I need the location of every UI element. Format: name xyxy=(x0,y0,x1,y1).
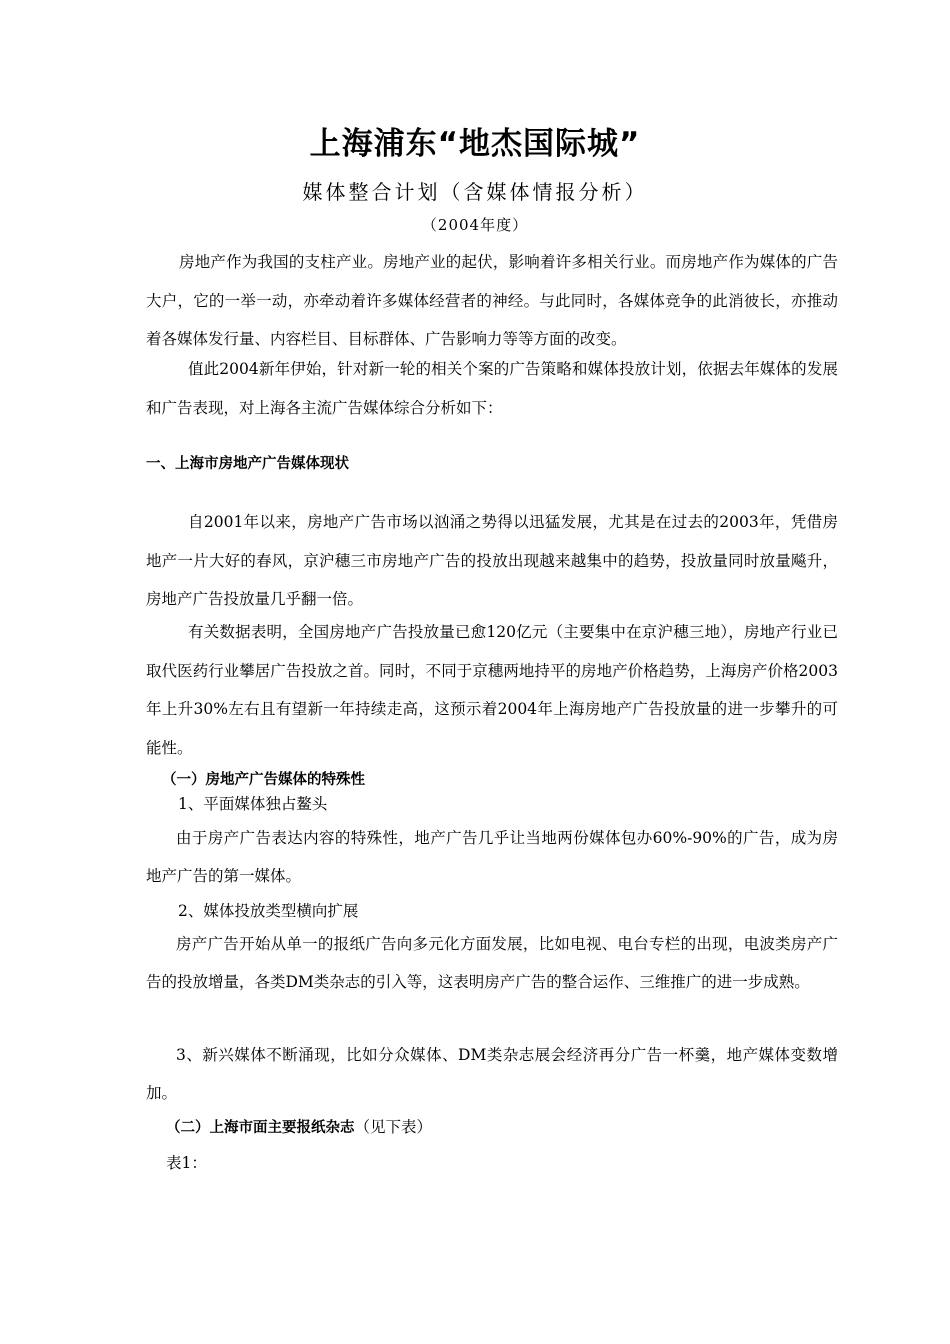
document-year: （2004年度） xyxy=(421,216,529,234)
document-title: 上海浦东“地杰国际城” xyxy=(309,126,641,162)
section-1-heading: 一、上海市房地产广告媒体现状 xyxy=(146,456,349,472)
item-1-text: 由于房产广告表达内容的特殊性，地产广告几乎让当地两份媒体包办60%-90%的广告，成为房地产广告的第一媒体。 xyxy=(146,829,838,885)
section-1-paragraph-2: 有关数据表明，全国房地产广告投放量已愈120亿元（主要集中在京沪穗三地），房地产行业已取代医药行业攀居广告投放之首。同时，不同于京穗两地持平的房地产价格趋势，上海房产价格2003年上升30%左右且有望新一年持续走高，这预示着2004年上海房地产广告投放量的进一步攀升的可能性。 xyxy=(146,623,838,757)
subsection-1-heading: （一）房地产广告媒体的特殊性 xyxy=(162,772,365,788)
item-1-title: 1、平面媒体独占鳌头 xyxy=(178,795,328,813)
table-label: 表1： xyxy=(166,1154,207,1172)
item-2-text: 房产广告开始从单一的报纸广告向多元化方面发展，比如电视、电台专栏的出现，电波类房产广告的投放增量，各类DM类杂志的引入等，这表明房产广告的整合运作、三维推广的进一步成熟。 xyxy=(146,935,838,991)
item-2-title: 2、媒体投放类型横向扩展 xyxy=(178,902,359,920)
document-subtitle: 媒体整合计划（含媒体情报分析） xyxy=(302,180,648,204)
intro-paragraph-1: 房地产作为我国的支柱产业。房地产业的起伏，影响着许多相关行业。而房地产作为媒体的广告大户，它的一举一动，亦牵动着许多媒体经营者的神经。与此同时，各媒体竞争的此消彼长，亦推动着各媒体发行量、内容栏目、目标群体、广告影响力等等方面的改变。 xyxy=(146,253,838,348)
subsection-2-heading-bold: （二）上海市面主要报纸杂志 xyxy=(166,1120,355,1136)
item-3-text: 3、新兴媒体不断涌现，比如分众媒体、DM类杂志展会经济再分广告一杯羹，地产媒体变数增加。 xyxy=(146,1046,838,1102)
subsection-2-heading-note: （见下表） xyxy=(354,1118,433,1136)
intro-paragraph-2: 值此2004新年伊始，针对新一轮的相关个案的广告策略和媒体投放计划，依据去年媒体的发展和广告表现，对上海各主流广告媒体综合分析如下： xyxy=(146,360,838,417)
section-1-paragraph-1: 自2001年以来，房地产广告市场以汹涌之势得以迅猛发展，尤其是在过去的2003年，凭借房地产一片大好的春风，京沪穗三市房地产广告的投放出现越来越集中的趋势，投放量同时放量飚升，房地产广告投放量几乎翻一倍。 xyxy=(146,513,838,608)
subsection-2-heading xyxy=(166,1115,432,1137)
